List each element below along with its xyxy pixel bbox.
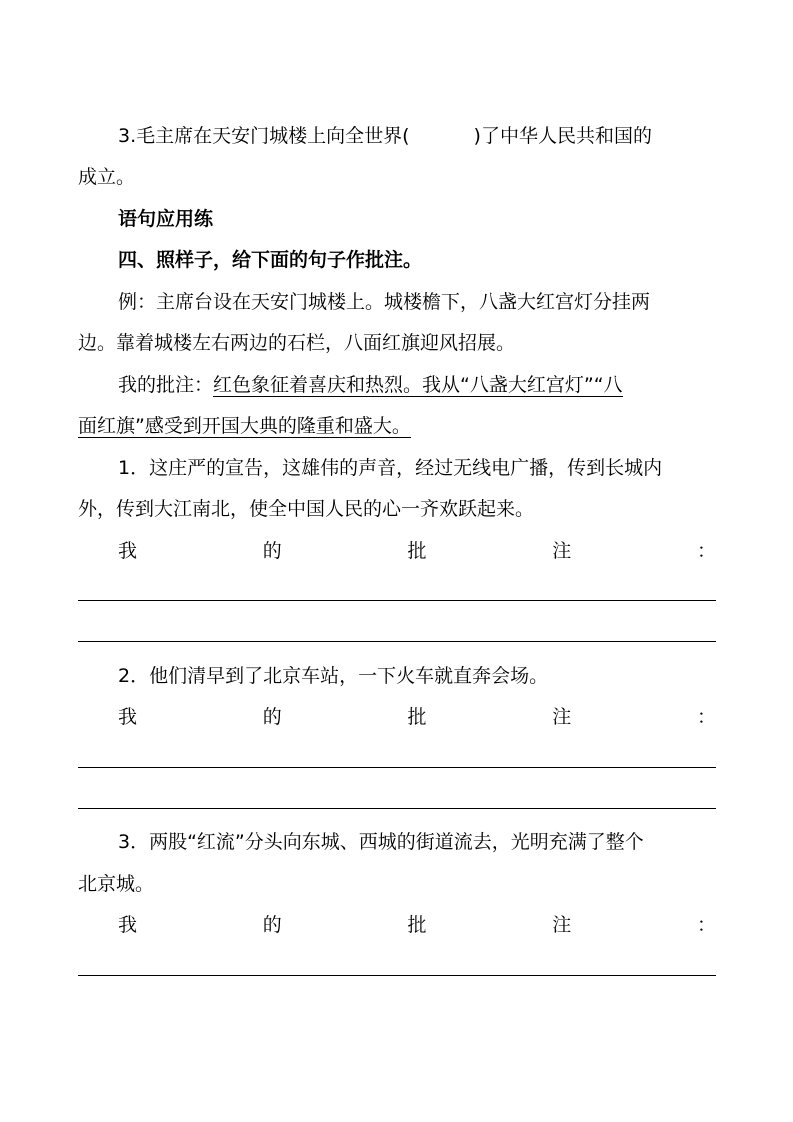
example-note-line-2 [78, 414, 716, 438]
example-note-text: 红色象征着喜庆和热烈。我从“八盏大红宫灯”“八 [213, 374, 623, 396]
note-label-char: 批 [407, 706, 427, 728]
note-label-char: ： [696, 706, 716, 728]
example-line-1: 例：主席台设在天安门城楼上。城楼檐下，八盏大红宫灯分挂两 [118, 291, 651, 313]
item-3-line-1: 3．两股“红流”分头向东城、西城的街道流去，光明充满了整个 [118, 831, 644, 853]
example-note-label: 我的批注： [118, 374, 214, 396]
item-2-answer-line-1[interactable] [78, 767, 716, 768]
item-3-line-2: 北京城。 [78, 873, 155, 895]
section-title: 语句应用练 [118, 208, 214, 230]
item-1-answer-line-2[interactable] [78, 641, 716, 642]
note-label-char: 注 [552, 914, 572, 936]
note-label-char: ： [696, 540, 716, 562]
item-1-answer-line-1[interactable] [78, 600, 716, 601]
note-label-char: 的 [262, 540, 282, 562]
note-label-char: 的 [262, 706, 282, 728]
item-2-line-1: 2．他们清早到了北京车站，一下火车就直奔会场。 [118, 665, 549, 687]
question-3-prefix: 3.毛主席在天安门城楼上向全世界( [118, 125, 410, 147]
note-label-char: 我 [118, 706, 138, 728]
note-label-char: 批 [407, 914, 427, 936]
item-2-answer-line-2[interactable] [78, 808, 716, 809]
example-line-2: 边。靠着城楼左右两边的石栏，八面红旗迎风招展。 [78, 332, 516, 354]
item-1-line-2: 外，传到大江南北，使全中国人民的心一齐欢跃起来。 [78, 498, 535, 520]
note-label-char: ： [696, 914, 716, 936]
example-note-text-continued: 面红旗”感受到开国大典的隆重和盛大。 [78, 415, 411, 437]
note-label-char: 我 [118, 540, 138, 562]
item-3-note-label [78, 913, 716, 937]
note-label-char: 我 [118, 914, 138, 936]
question-3-suffix: )了中华人民共和国的 [473, 125, 652, 147]
note-label-char: 注 [552, 540, 572, 562]
example-note-line-1 [78, 373, 716, 397]
note-label-char: 批 [407, 540, 427, 562]
item-3-answer-line-1[interactable] [78, 975, 716, 976]
note-label-char: 注 [552, 706, 572, 728]
question-3-fill-blank [78, 124, 716, 148]
item-2-note-label [78, 705, 716, 729]
item-1-line-1: 1．这庄严的宣告，这雄伟的声音，经过无线电广播，传到长城内 [118, 457, 663, 479]
item-1-note-label [78, 539, 716, 563]
question-3-continuation: 成立。 [78, 166, 136, 188]
part-4-title: 四、照样子，给下面的句子作批注。 [118, 249, 423, 271]
note-label-char: 的 [262, 914, 282, 936]
